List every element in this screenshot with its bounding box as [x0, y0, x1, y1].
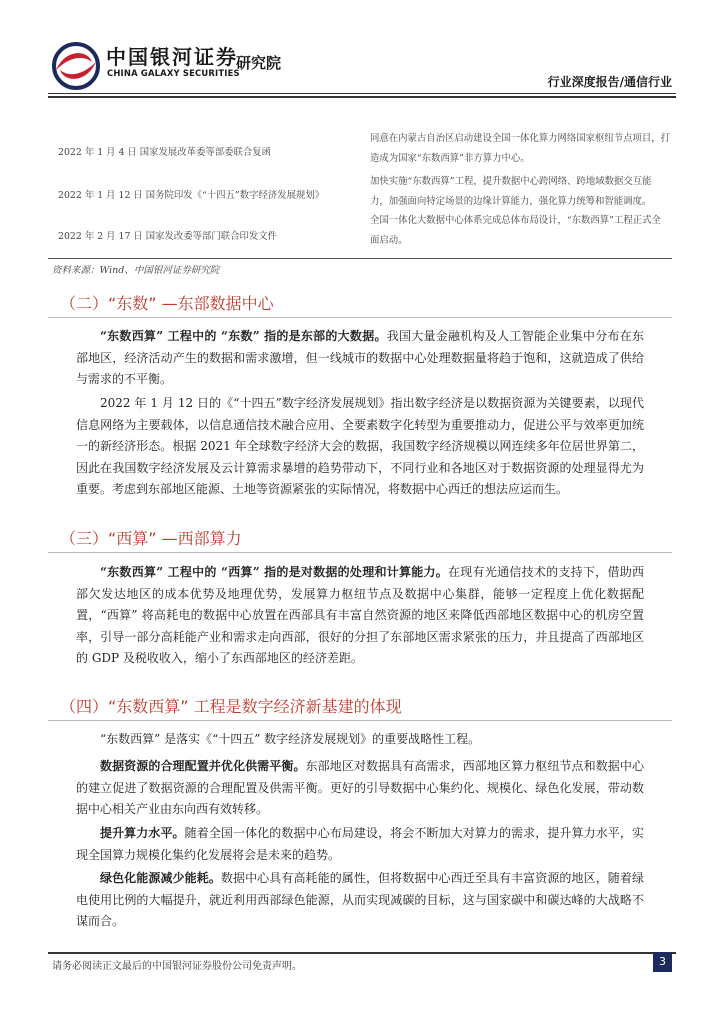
policy-table — [48, 129, 672, 258]
table-cell-content: 全国一体化大数据中心体系完成总体布局设计，“东数西算”工程正式全面启动。 — [370, 215, 661, 246]
section-title-new-infrastructure — [48, 693, 672, 721]
page-number: 3 — [653, 952, 672, 972]
header-divider — [48, 93, 676, 94]
paragraph — [76, 868, 644, 933]
paragraph — [76, 756, 644, 821]
section-title-east-data — [48, 290, 672, 318]
paragraph — [76, 823, 644, 866]
footer-divider — [48, 952, 676, 954]
table-row — [48, 129, 672, 172]
table-cell-date-policy: 2022 年 2 月 17 日 国家发改委等部门联合印发文件 — [58, 231, 278, 242]
footer-disclaimer: 请务必阅读正文最后的中国银河证券股份公司免责声明。 — [52, 961, 302, 972]
table-bottom-rule — [48, 258, 672, 259]
section-title-text: （四）“东数西算” 工程是数字经济新基建的体现 — [60, 697, 402, 716]
header-divider-thick — [48, 96, 676, 98]
report-type-label: 行业深度报告/通信行业 — [547, 75, 672, 89]
table-cell-content: 同意在内蒙古自治区启动建设全国一体化算力网络国家枢纽节点项目，打造成为国家“东数西算”非方算力中心。 — [370, 133, 671, 164]
paragraph-lead: “东数西算” 工程中的 “东数” 指的是东部的大数据。 — [100, 329, 387, 343]
paragraph-text: 随着全国一体化的数据中心布局建设，将会不断加大对算力的需求，提升算力水平，实现全国算力规模化集约化发展将会是未来的趋势。 — [76, 826, 644, 862]
table-cell-date-policy: 2022 年 1 月 12 日 国务院印发《“十四五”数字经济发展规划》 — [58, 190, 325, 201]
paragraph-text: 数据中心具有高耗能的属性，但将数据中心西迁至具有丰富资源的地区，随着绿电使用比例的大幅提升，就近利用西部绿色能源，从而实现减碳的目标，这与国家碳中和碳达峰的大战略不谋而合。 — [76, 871, 644, 928]
paragraph — [76, 326, 644, 391]
paragraph — [76, 393, 644, 501]
paragraph-lead: 绿色化能源减少能耗。 — [100, 871, 221, 885]
table-row — [48, 215, 672, 258]
table-cell-content: 加快实施“东数西算”工程，提升数据中心跨网络、跨地域数据交互能力，加强面向特定场景的边缘计算能力，强化算力统筹和智能调度。 — [370, 176, 652, 207]
paragraph-lead: 数据资源的合理配置并优化供需平衡。 — [100, 759, 306, 773]
galaxy-logo-icon — [48, 40, 104, 92]
brand-research-institute: 研究院 — [236, 54, 282, 72]
table-source-note: 资料来源：Wind、中国银河证券研究院 — [52, 265, 220, 276]
paragraph-lead: “东数西算” 工程中的 “西算” 指的是对数据的处理和计算能力。 — [100, 565, 449, 579]
paragraph-text: “东数西算” 是落实《“十四五” 数字经济发展规划》的重要战略性工程。 — [100, 732, 481, 746]
section-title-text: （二）“东数” —东部数据中心 — [60, 294, 274, 313]
paragraph — [76, 562, 644, 670]
table-cell-date-policy: 2022 年 1 月 4 日 国家发展改革委等部委联合复函 — [58, 147, 272, 158]
paragraph-text: 我国大量金融机构及人工智能企业集中分布在东部地区，经济活动产生的数据和需求激增，但一线城市的数据中心处理数据量将趋于饱和，这就造成了供给与需求的不平衡。 — [76, 329, 644, 386]
paragraph-text: 东部地区对数据具有高需求，西部地区算力枢纽节点和数据中心的建立促进了数据资源的合理配置及供需平衡。更好的引导数据中心集约化、规模化、绿色化发展，带动数据中心相关产业由东向西有效转移。 — [76, 759, 644, 816]
paragraph-lead: 提升算力水平。 — [100, 826, 185, 840]
brand-name-en: CHINA GALAXY SECURITIES — [107, 68, 240, 78]
paragraph-text: 在现有光通信技术的支持下，借助西部欠发达地区的成本优势及地理优势，发展算力枢纽节点及数据中心集群，能够一定程度上优化数据配置，“西算” 将高耗电的数据中心放置在西部具有丰富自然资源的地区来降低西部地区数据中心的机房空置率，引导一部分高耗能产业和需求走向西部，很好的分担了东部地区需求紧张的压力，并且提高了西部地区的 GDP 及税收收入，缩小了东西部地区的经济差距。 — [76, 565, 644, 665]
table-row — [48, 172, 672, 215]
paragraph — [76, 729, 644, 751]
paragraph-text: 2022 年 1 月 12 日的《“十四五”数字经济发展规划》指出数字经济是以数据资源为关键要素，以现代信息网络为主要载体，以信息通信技术融合应用、全要素数字化转型为重要推动力，促进公平与效率更加统一的新经济形态。根据 2021 年全球数字经济大会的数据，我国数字经济规模以网连续多年位居世界第二，因此在我国数字经济发展及云计算需求暴增的趋势带动下，不同行业和各地区对于数据资源的处理显得尤为重要。考虑到东部地区能源、土地等资源紧张的实际情况，将数据中心西迁的想法应运而生。 — [76, 396, 644, 496]
brand-name-cn: 中国银河证券 — [106, 45, 238, 69]
section-title-west-computing — [48, 525, 672, 553]
section-title-text: （三）“西算” —西部算力 — [60, 529, 242, 548]
